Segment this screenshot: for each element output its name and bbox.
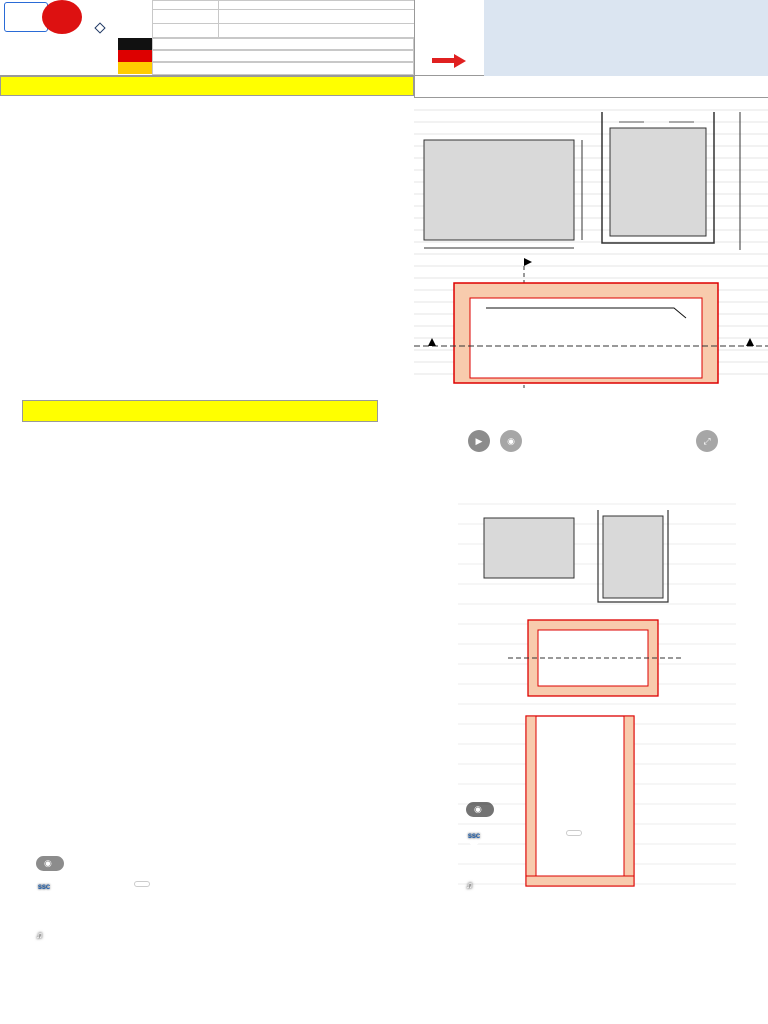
elevation-water	[610, 128, 706, 236]
section-b-right-marker	[746, 338, 754, 346]
expand-icon[interactable]: ⤢	[696, 430, 718, 452]
right-elevation-water	[603, 516, 663, 598]
sheet-title-top-text	[0, 76, 414, 96]
youtube-button[interactable]	[42, 0, 82, 34]
music-credit-right: ♫	[466, 880, 473, 890]
sheet-title-video-text	[22, 400, 378, 422]
section-b-left-marker	[428, 338, 436, 346]
rebar-plan-inner	[470, 298, 702, 378]
sheet-title-top	[0, 76, 414, 96]
header-banner	[0, 0, 768, 76]
sheet-title-video	[22, 400, 378, 422]
channel-avatar: SSC	[36, 880, 52, 896]
sound-icon[interactable]: ◉	[500, 430, 522, 452]
location-tag-right[interactable]	[466, 802, 494, 817]
music-credit-left: ♫	[36, 930, 43, 940]
struct-title	[414, 76, 768, 98]
section-a-marker	[524, 258, 532, 266]
follow-button-right[interactable]	[566, 830, 582, 836]
play-icon[interactable]: ▶	[468, 430, 490, 452]
arrow-head-icon	[454, 54, 466, 68]
video-card-right[interactable]	[458, 414, 736, 904]
info-table	[152, 0, 415, 38]
legend-swatch-red	[118, 50, 152, 62]
legend-skip	[152, 50, 414, 62]
location-pin-icon-right: ◉	[474, 804, 482, 814]
channel-avatar-right: SSC	[466, 829, 482, 845]
live-training-box	[414, 0, 484, 76]
pointer-icon	[94, 22, 105, 33]
legend-edit	[152, 38, 414, 50]
follow-button-left[interactable]	[134, 881, 150, 887]
legend-swatch-gold	[118, 62, 152, 74]
right-section-walls	[526, 716, 634, 886]
tank-drawing	[414, 98, 768, 390]
channel-row-right[interactable]	[466, 829, 486, 845]
designation-label	[153, 10, 219, 24]
software-panel	[484, 0, 768, 76]
location-pin-icon: ◉	[44, 858, 52, 868]
contact-label	[153, 24, 219, 38]
right-drawing	[458, 494, 736, 904]
legend-danger	[152, 62, 414, 75]
plan-view-rect	[424, 140, 574, 240]
right-plan-rect	[484, 518, 574, 578]
designation-value	[219, 10, 415, 24]
location-tag[interactable]	[36, 856, 64, 871]
prepared-value	[219, 1, 415, 10]
channel-row-left[interactable]	[36, 880, 56, 896]
legend-swatch-black	[118, 38, 152, 50]
prepared-label	[153, 1, 219, 10]
contact-value	[219, 24, 415, 38]
arrow-right-icon	[432, 58, 456, 63]
